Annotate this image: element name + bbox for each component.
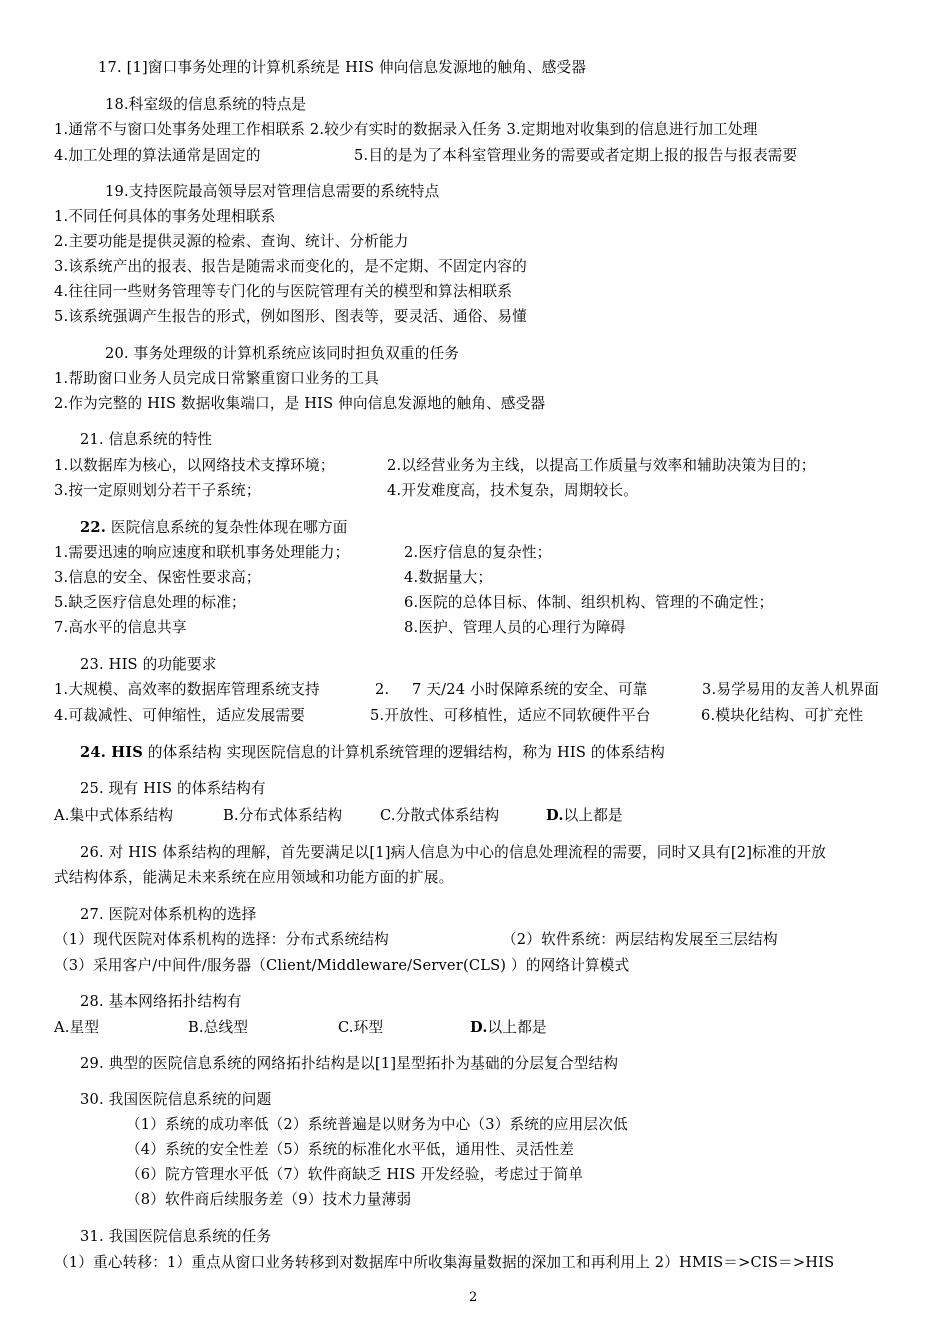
text-line: （3）采用客户/中间件/服务器（Client/Middleware/Server(CLS) ）的网络计算模式: [54, 957, 630, 974]
text-line: 3.按一定原则划分若干子系统；: [54, 482, 261, 499]
text-line: 5.该系统强调产生报告的形式，例如图形、图表等，要灵活、通俗、易懂: [54, 308, 527, 325]
text-line: 3.信息的安全、保密性要求高；: [54, 569, 261, 586]
item-17: 17. [1]窗口事务处理的计算机系统是 HIS 伸向信息发源地的触角、感受器: [98, 59, 587, 76]
text-line: 式结构体系，能满足未来系统在应用领域和功能方面的扩展。: [54, 869, 454, 886]
heading-text: 的体系结构 实现医院信息的计算机系统管理的逻辑结构，称为 HIS 的体系结构: [143, 744, 665, 761]
text-line: 2.医疗信息的复杂性；: [404, 544, 552, 561]
option-letter: D.: [470, 1019, 488, 1036]
option-b: B.分布式体系结构: [223, 807, 343, 824]
text-line: 1.帮助窗口业务人员完成日常繁重窗口业务的工具: [54, 370, 379, 387]
option-c: C.环型: [338, 1019, 384, 1036]
text-line: 8.医护、管理人员的心理行为障碍: [404, 619, 626, 636]
heading-31: 31. 我国医院信息系统的任务: [80, 1228, 272, 1245]
text-line: 1.需要迅速的响应速度和联机事务处理能力；: [54, 544, 350, 561]
heading-20: 20. 事务处理级的计算机系统应该同时担负双重的任务: [105, 345, 460, 362]
text-line: 2.: [375, 681, 390, 698]
heading-24: [80, 743, 665, 763]
option-b: B.总线型: [188, 1019, 249, 1036]
text-line: 7 天/24 小时保障系统的安全、可靠: [412, 681, 648, 698]
text-line: 2.作为完整的 HIS 数据收集端口，是 HIS 伸向信息发源地的触角、感受器: [54, 395, 546, 412]
text-line: 6.医院的总体目标、体制、组织机构、管理的不确定性；: [404, 594, 774, 611]
heading-23: 23. HIS 的功能要求: [80, 656, 217, 673]
text-line: （4）系统的安全性差（5）系统的标准化水平低，通用性、灵活性差: [126, 1141, 574, 1158]
page-number: 2: [469, 1290, 478, 1305]
text-line: 1.通常不与窗口处事务处理工作相联系 2.较少有实时的数据录入任务 3.定期地对收集到的信息进行加工处理: [54, 121, 758, 138]
heading-text: 医院信息系统的复杂性体现在哪方面: [106, 519, 348, 536]
text-line: （1）系统的成功率低（2）系统普遍是以财务为中心（3）系统的应用层次低: [126, 1116, 628, 1133]
text-line: 3.易学易用的友善人机界面: [702, 681, 880, 698]
text-line: 2.主要功能是提供灵源的检索、查询、统计、分析能力: [54, 233, 409, 250]
option-letter: D.: [546, 807, 564, 824]
heading-30: 30. 我国医院信息系统的问题: [80, 1091, 272, 1108]
text-line: （8）软件商后续服务差（9）技术力量薄弱: [126, 1191, 412, 1208]
heading-18: 18.科室级的信息系统的特点是: [105, 96, 307, 113]
option-c: C.分散式体系结构: [380, 807, 500, 824]
text-line: 4.可裁减性、可伸缩性，适应发展需要: [54, 707, 306, 724]
text-line: 6.模块化结构、可扩充性: [701, 707, 864, 724]
option-text: 以上都是: [563, 807, 623, 824]
text-line: （1）重心转移：1）重点从窗口业务转移到对数据库中所收集海量数据的深加工和再利用上 2）HMIS＝>CIS＝>HIS: [54, 1254, 835, 1271]
text-line: 3.该系统产出的报表、报告是随需求而变化的，是不定期、不固定内容的: [54, 258, 527, 275]
option-text: 以上都是: [487, 1019, 547, 1036]
heading-25: 25. 现有 HIS 的体系结构有: [80, 780, 266, 797]
heading-number: 24. HIS: [80, 744, 144, 761]
text-line: 5.开放性、可移植性，适应不同软硬件平台: [370, 707, 651, 724]
text-line: 1.以数据库为核心，以网络技术支撑环境；: [54, 457, 335, 474]
text-line: （1）现代医院对体系机构的选择：分布式系统结构: [54, 931, 389, 948]
heading-27: 27. 医院对体系机构的选择: [80, 906, 257, 923]
text-line: 5.目的是为了本科室管理业务的需要或者定期上报的报告与报表需要: [354, 147, 798, 164]
text-line: 7.高水平的信息共享: [54, 619, 187, 636]
text-line: 1.大规模、高效率的数据库管理系统支持: [54, 681, 320, 698]
text-line: 5.缺乏医疗信息处理的标准；: [54, 594, 246, 611]
text-line: （2）软件系统：两层结构发展至三层结构: [502, 931, 778, 948]
text-line: 1.不同任何具体的事务处理相联系: [54, 208, 276, 225]
heading-22: [80, 518, 348, 538]
text-line: 4.加工处理的算法通常是固定的: [54, 147, 261, 164]
option-a: A.集中式体系结构: [54, 807, 174, 824]
option-d: [470, 1018, 547, 1038]
item-29: 29. 典型的医院信息系统的网络拓扑结构是以[1]星型拓扑为基础的分层复合型结构: [80, 1055, 619, 1072]
text-line: 4.数据量大；: [404, 569, 493, 586]
heading-19: 19.支持医院最高领导层对管理信息需要的系统特点: [105, 183, 440, 200]
option-a: A.星型: [54, 1019, 100, 1036]
item-26: 26. 对 HIS 体系结构的理解，首先要满足以[1]病人信息为中心的信息处理流程的需要，同时又具有[2]标准的开放: [80, 844, 827, 861]
heading-21: 21. 信息系统的特性: [80, 431, 213, 448]
text-line: 4.开发难度高，技术复杂，周期较长。: [387, 482, 639, 499]
text-line: 4.往往同一些财务管理等专门化的与医院管理有关的模型和算法相联系: [54, 283, 513, 300]
option-d: [546, 806, 623, 826]
text-line: （6）院方管理水平低（7）软件商缺乏 HIS 开发经验，考虑过于简单: [126, 1166, 584, 1183]
text-line: 2.以经营业务为主线，以提高工作质量与效率和辅助决策为目的；: [387, 457, 816, 474]
heading-number: 22.: [80, 519, 106, 536]
heading-28: 28. 基本网络拓扑结构有: [80, 993, 242, 1010]
